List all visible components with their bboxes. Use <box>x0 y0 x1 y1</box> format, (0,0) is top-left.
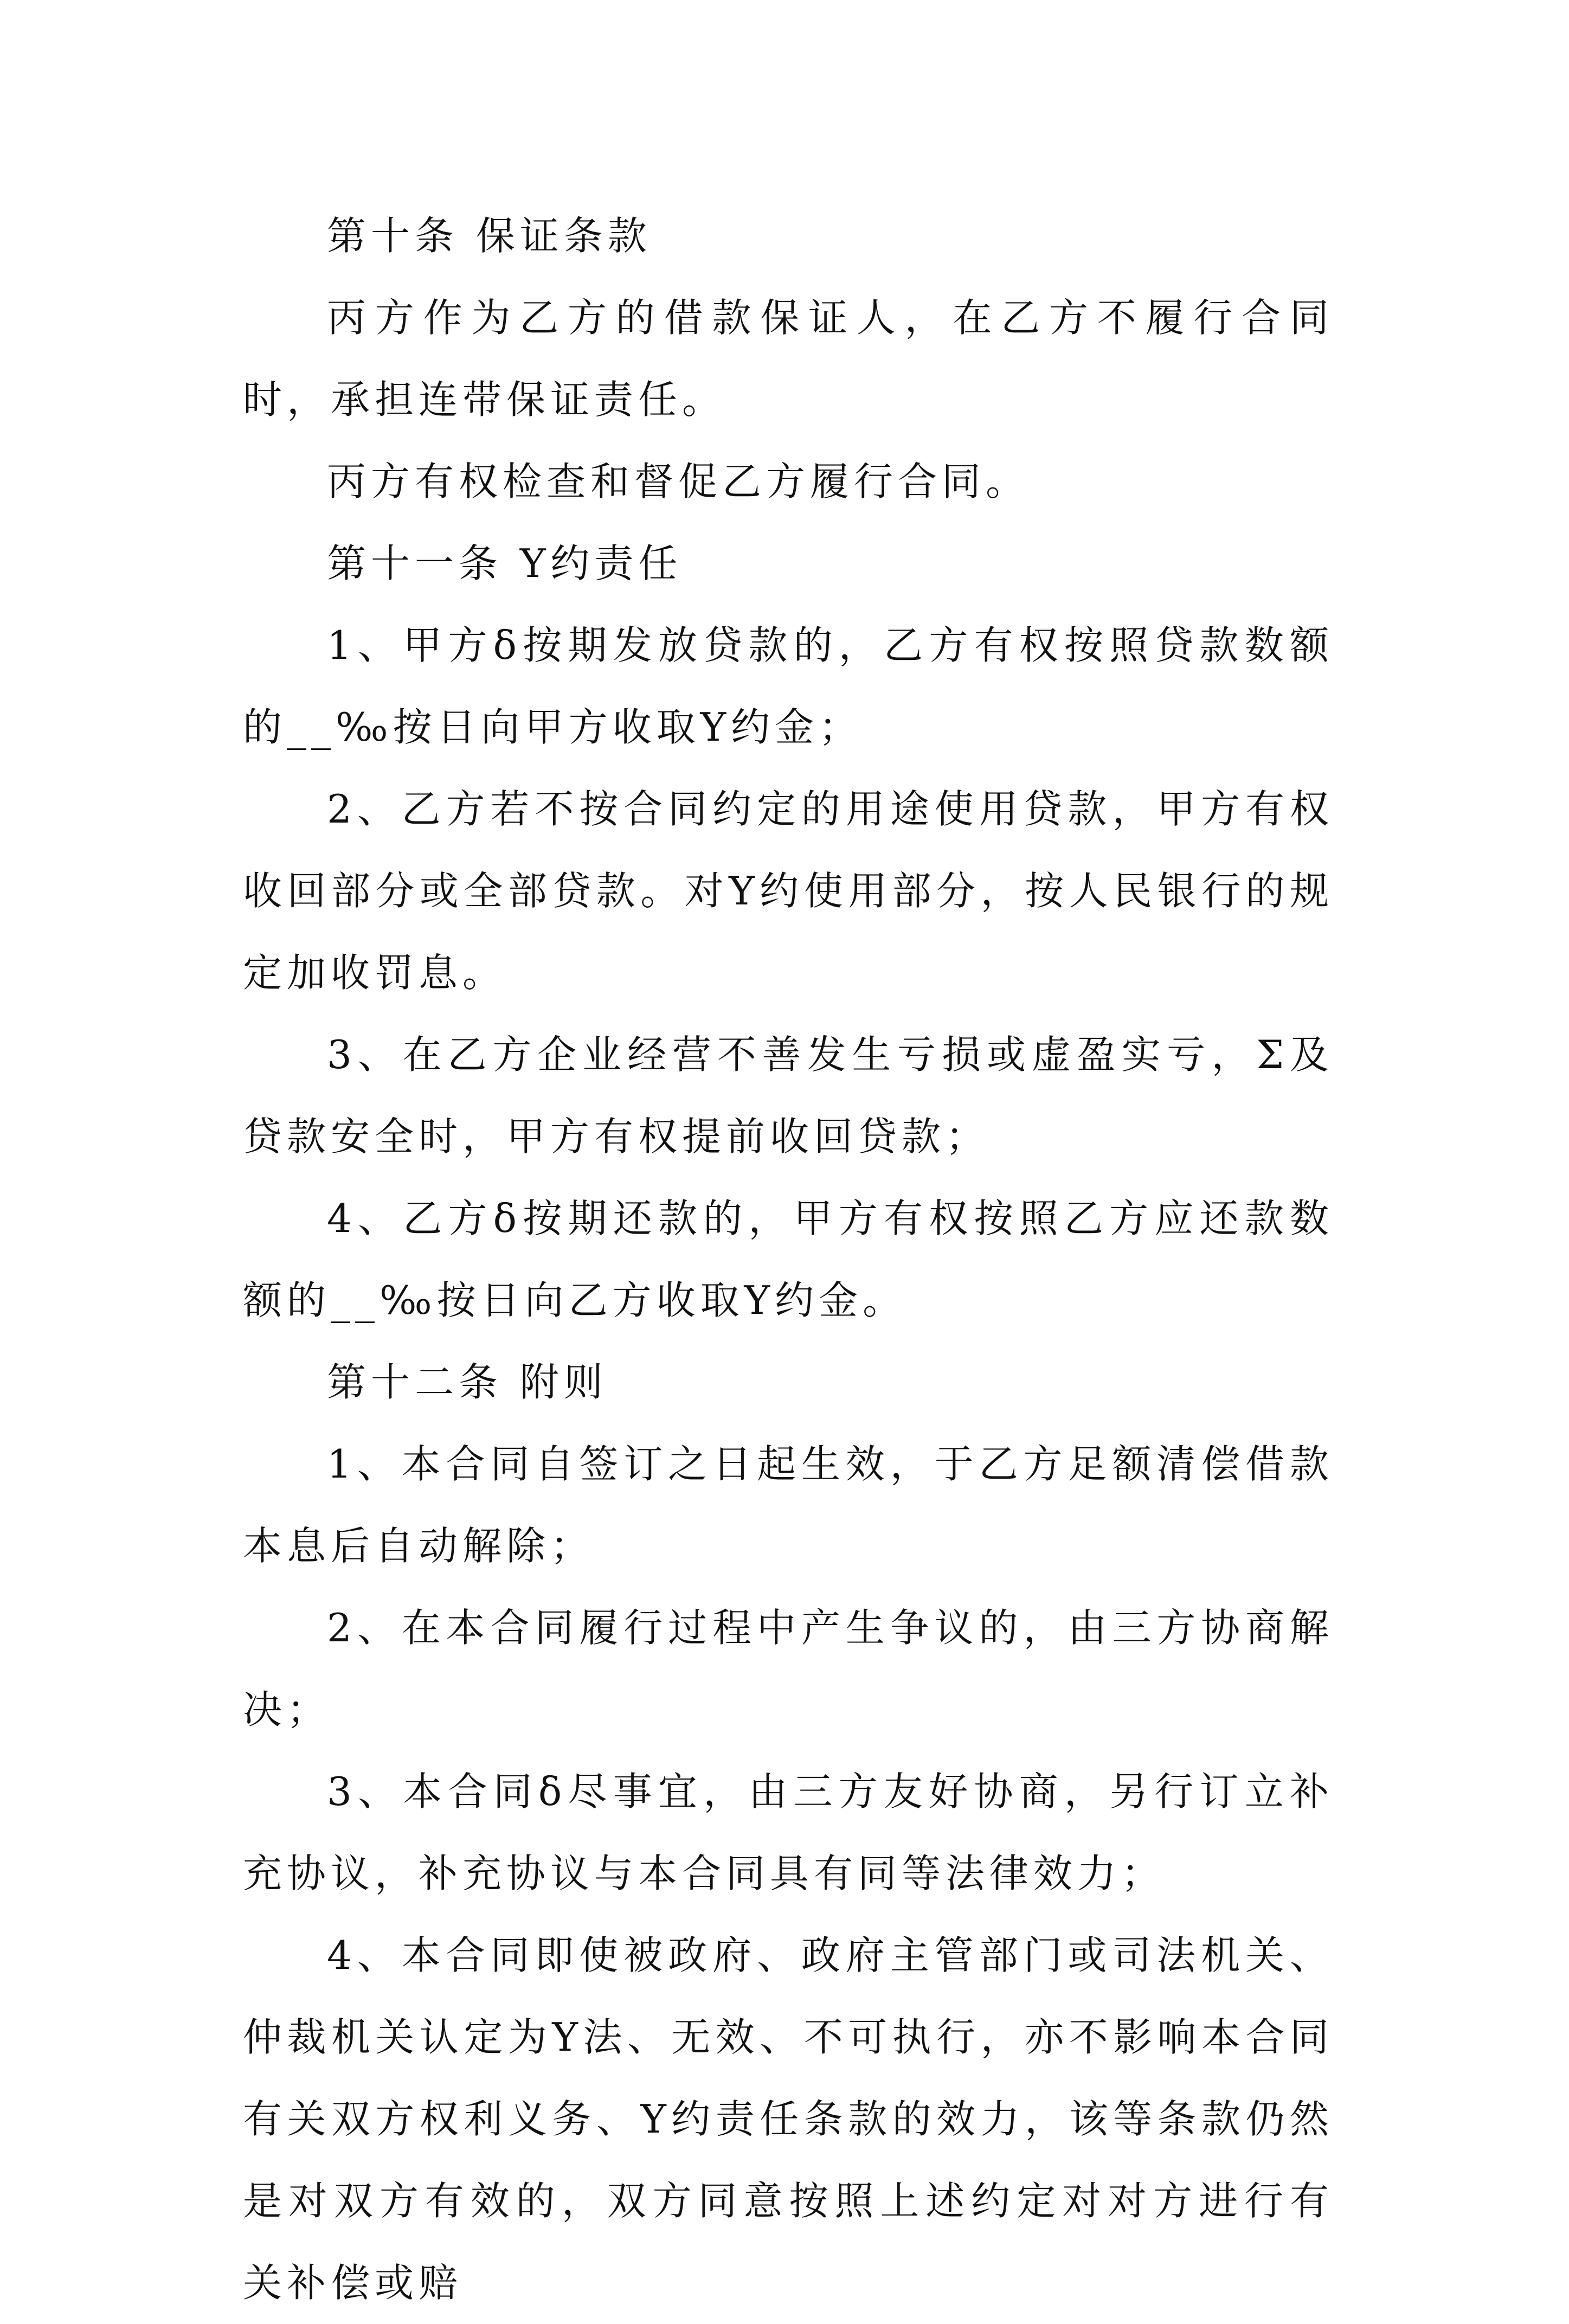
document-body <box>243 195 1334 2324</box>
breach-clause-1: 1、甲方δ按期发放贷款的，乙方有权按照贷款数额的__‰按日向甲方收取Υ约金； <box>243 622 1334 750</box>
paragraph-guarantor-rights: 丙方有权检查和督促乙方履行合同。 <box>327 459 1030 504</box>
supplementary-clause-3: 3、本合同δ尽事宜，由三方友好协商，另行订立补充协议，补充协议与本合同具有同等法律效力； <box>243 1769 1334 1896</box>
paragraph-guarantor-liability: 丙方作为乙方的借款保证人，在乙方不履行合同时，承担连带保证责任。 <box>243 295 1334 422</box>
article-10-heading: 第十条 保证条款 <box>327 213 652 259</box>
supplementary-clause-1: 1、本合同自签订之日起生效，于乙方足额清偿借款本息后自动解除； <box>243 1441 1334 1569</box>
breach-clause-4: 4、乙方δ按期还款的，甲方有权按照乙方应还款数额的__‰按日向乙方收取Υ约金。 <box>243 1196 1334 1323</box>
article-11-heading: 第十一条 Υ约责任 <box>327 541 683 586</box>
breach-clause-3: 3、在乙方企业经营不善发生亏损或虚盈实亏，Σ及贷款安全时，甲方有权提前收回贷款； <box>243 1032 1334 1159</box>
article-12-heading: 第十二条 附则 <box>327 1359 608 1405</box>
breach-clause-2: 2、乙方若不按合同约定的用途使用贷款，甲方有权收回部分或全部贷款。对Υ约使用部分，按人民银行的规定加收罚息。 <box>243 786 1334 996</box>
supplementary-clause-2: 2、在本合同履行过程中产生争议的，由三方协商解决； <box>243 1605 1334 1732</box>
supplementary-clause-4: 4、本合同即使被政府、政府主管部门或司法机关、仲裁机关认定为Υ法、无效、不可执行，亦不影响本合同有关双方权利义务、Υ约责任条款的效力，该等条款仍然是对双方有效的，双方同意按照上述约定对对方进行有关补偿或赔 <box>243 1933 1334 2306</box>
